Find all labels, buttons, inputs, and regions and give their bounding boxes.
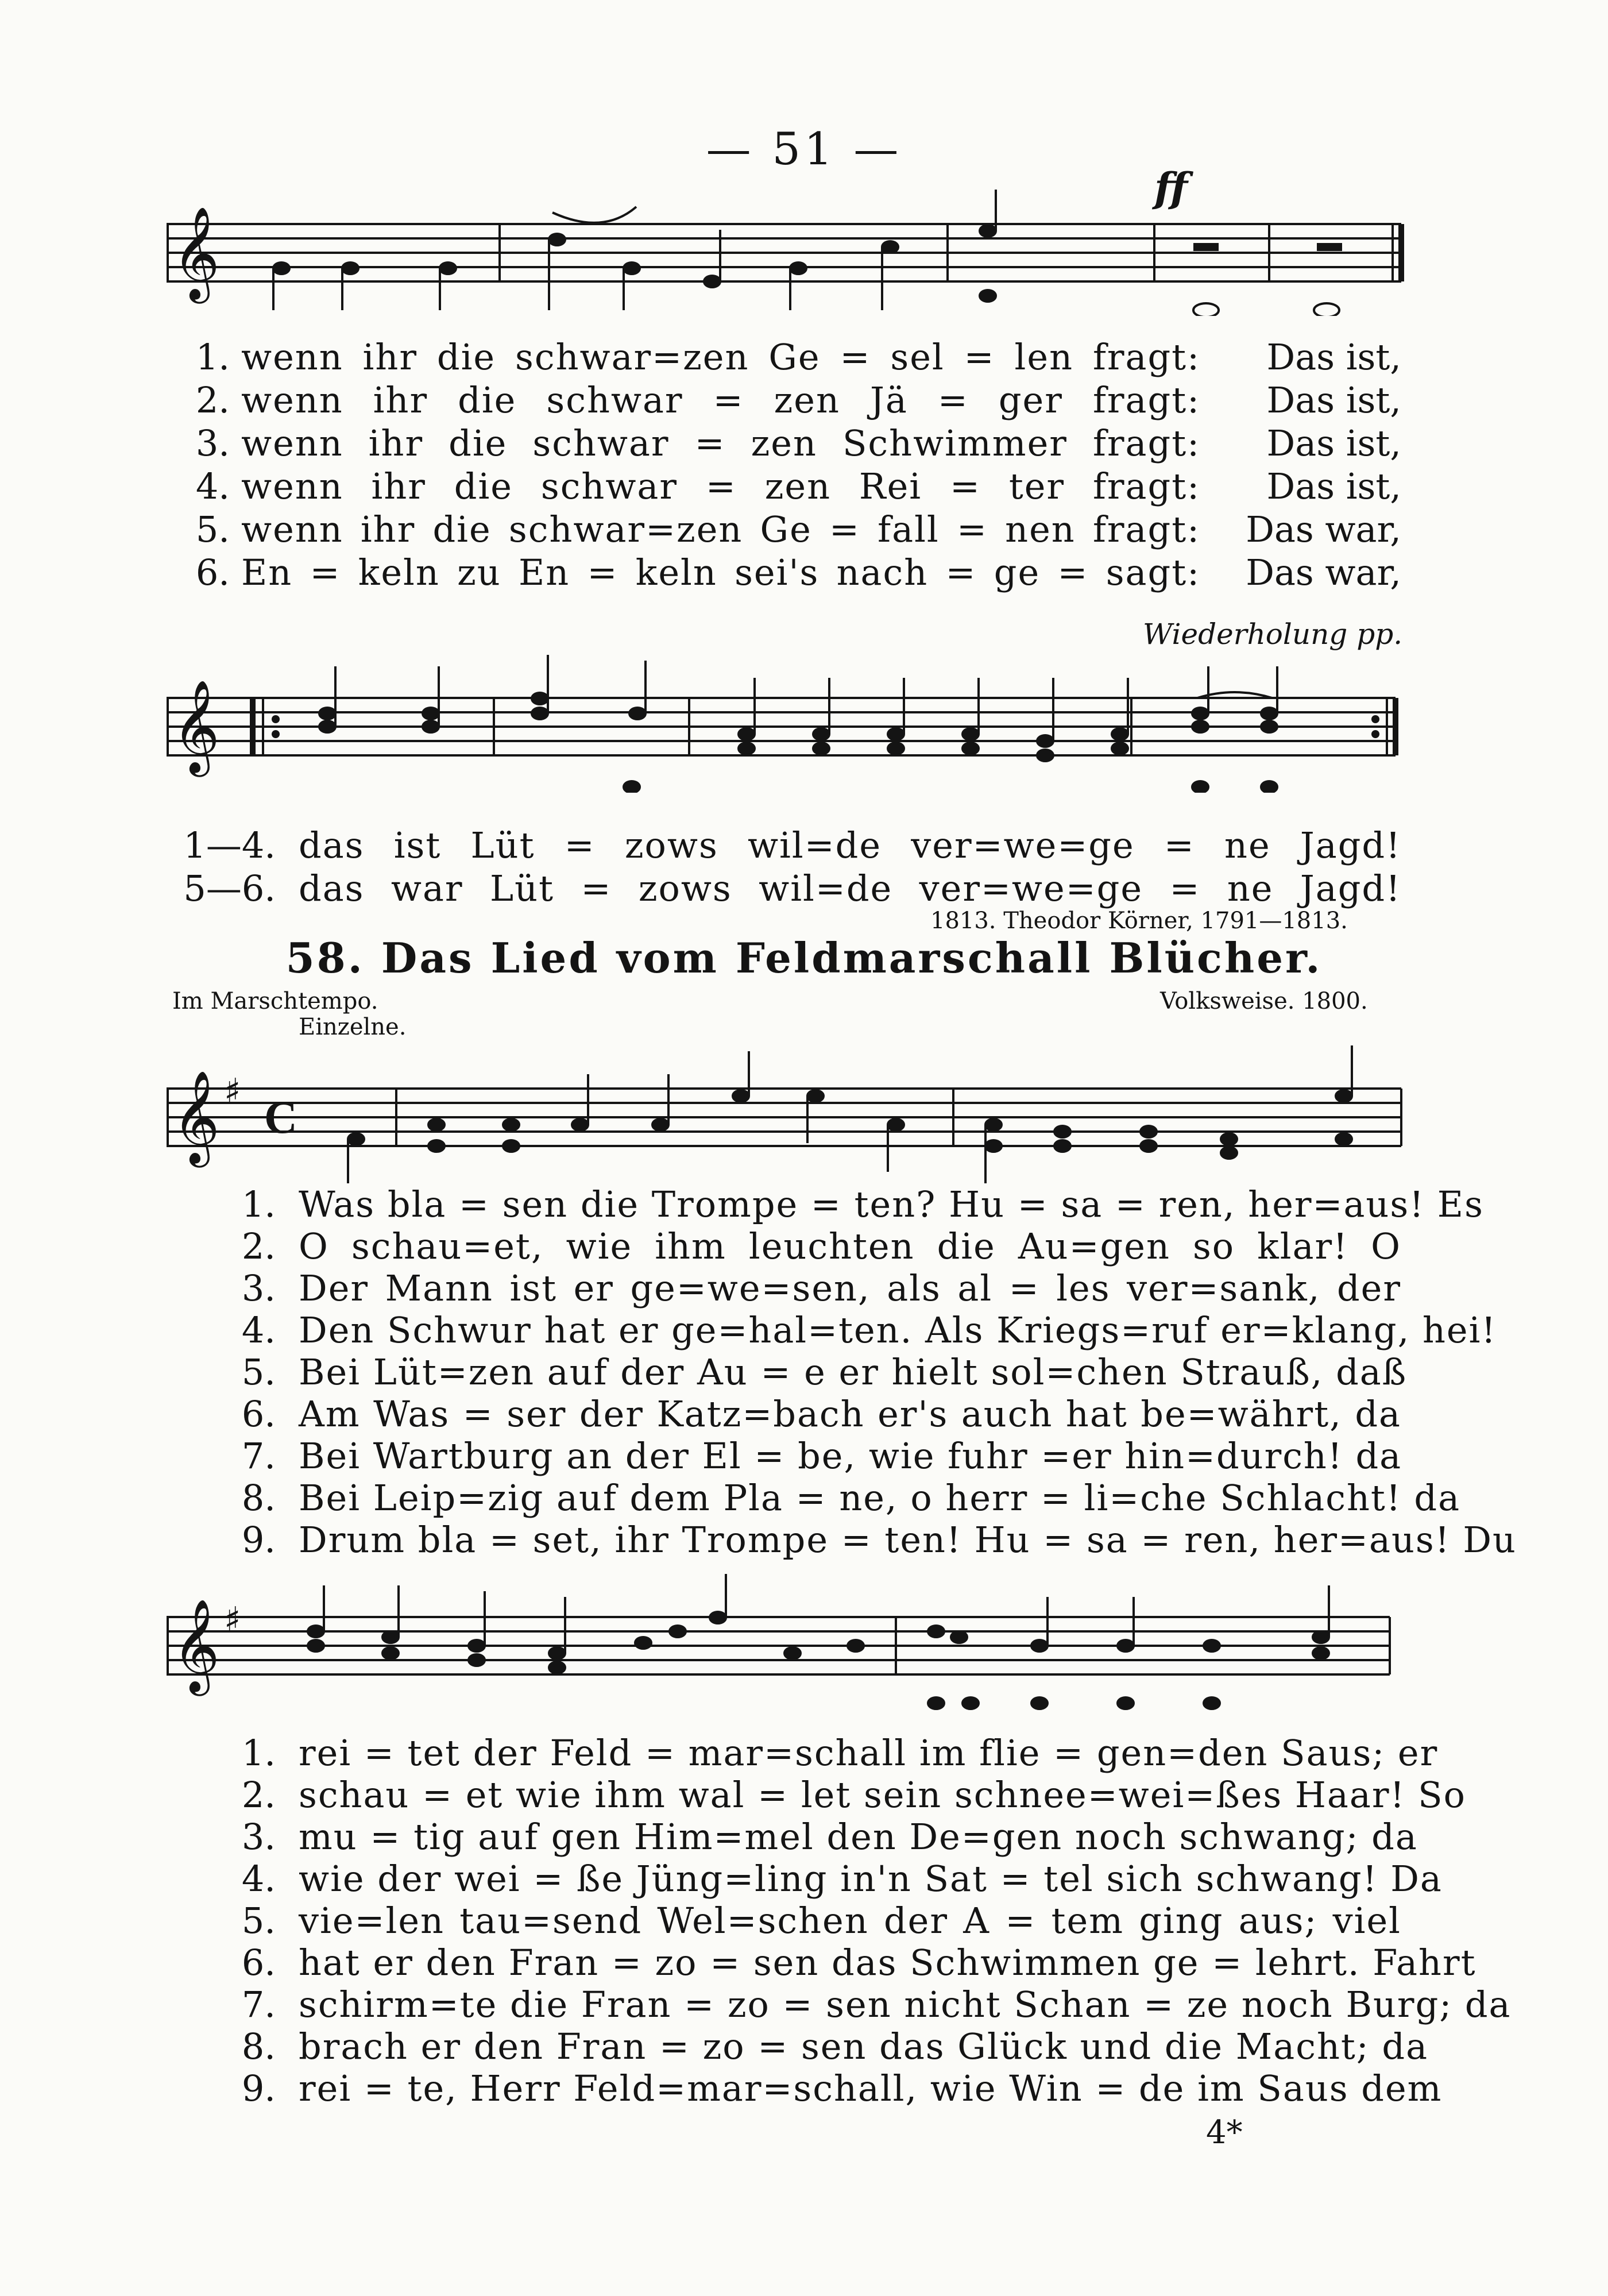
verse-line: 1. rei = tet der Feld = mar=schall im flie = gen=den Saus; er bbox=[241, 1732, 1439, 1774]
refrain-line: 5—6. das war Lüt = zows wil=de ver=we=ge = ne Jagd! bbox=[183, 867, 1401, 909]
verse-line: 1. wenn ihr die schwar=zen Ge = sel = len fragt: Das ist, bbox=[195, 336, 1401, 378]
melody-source: Volksweise. 1800. bbox=[1160, 988, 1368, 1014]
poem-credit: 1813. Theodor Körner, 1791—1813. bbox=[930, 908, 1348, 934]
svg-text:𝄞: 𝄞 bbox=[172, 680, 220, 773]
verse-line: 6. Am Was = ser der Katz=bach er's auch hat be=währt, da bbox=[241, 1393, 1401, 1435]
verse-line: 3. wenn ihr die schwar = zen Schwimmer fragt: Das ist, bbox=[195, 422, 1401, 464]
song-title: 58. Das Lied vom Feldmarschall Blücher. bbox=[285, 933, 1323, 982]
music-staff-3 bbox=[167, 1034, 1413, 1183]
signature-mark: 4* bbox=[1206, 2114, 1243, 2151]
svg-text:𝄞: 𝄞 bbox=[172, 1070, 220, 1164]
repeat-note: Wiederholung pp. bbox=[1143, 618, 1403, 651]
voice-marking: Einzelne. bbox=[299, 1014, 407, 1040]
verse-line: 3. Der Mann ist er ge=we=sen, als al = les ver=sank, der bbox=[241, 1267, 1401, 1309]
svg-text:𝄞: 𝄞 bbox=[172, 206, 220, 300]
page-number: — 51 — bbox=[706, 124, 902, 175]
tempo-marking: Im Marschtempo. bbox=[172, 988, 378, 1014]
music-staff-1 bbox=[167, 172, 1413, 316]
verse-line: 4. Den Schwur hat er ge=hal=ten. Als Kriegs=ruf er=klang, hei! bbox=[241, 1309, 1497, 1351]
verse-line: 9. Drum bla = set, ihr Trompe = ten! Hu = sa = ren, her=aus! Du bbox=[241, 1519, 1517, 1561]
verse-line: 5. Bei Lüt=zen auf der Au = e er hielt sol=chen Strauß, daß bbox=[241, 1351, 1408, 1393]
svg-text:𝄞: 𝄞 bbox=[172, 1599, 220, 1692]
verse-line: 8. Bei Leip=zig auf dem Pla = ne, o herr = li=che Schlacht! da bbox=[241, 1477, 1461, 1519]
dynamic-marking: ff bbox=[1154, 164, 1188, 211]
verse-line: 6. En = keln zu En = keln sei's nach = ge = sagt: Das war, bbox=[195, 551, 1401, 593]
verse-line: 6. hat er den Fran = zo = sen das Schwimmen ge = lehrt. Fahrt bbox=[241, 1942, 1476, 1984]
svg-text:C: C bbox=[264, 1093, 297, 1143]
svg-text:♯: ♯ bbox=[224, 1600, 241, 1640]
verse-line: 4. wenn ihr die schwar = zen Rei = ter fragt: Das ist, bbox=[195, 465, 1401, 507]
music-staff-4 bbox=[167, 1562, 1413, 1718]
verse-line: 7. Bei Wartburg an der El = be, wie fuhr =er hin=durch! da bbox=[241, 1435, 1402, 1477]
verse-line: 3. mu = tig auf gen Him=mel den De=gen noch schwang; da bbox=[241, 1816, 1418, 1858]
verse-line: 2. wenn ihr die schwar = zen Jä = ger fragt: Das ist, bbox=[195, 379, 1401, 421]
verse-line: 7. schirm=te die Fran = zo = sen nicht Schan = ze noch Burg; da bbox=[241, 1984, 1512, 2025]
verse-line: 9. rei = te, Herr Feld=mar=schall, wie Win = de im Saus dem bbox=[241, 2067, 1443, 2109]
verse-line: 2. O schau=et, wie ihm leuchten die Au=gen so klar! O bbox=[241, 1225, 1401, 1267]
refrain-line: 1—4. das ist Lüt = zows wil=de ver=we=ge = ne Jagd! bbox=[183, 824, 1401, 866]
verse-line: 1. Was bla = sen die Trompe = ten? Hu = sa = ren, her=aus! Es bbox=[241, 1183, 1484, 1225]
verse-line: 5. wenn ihr die schwar=zen Ge = fall = nen fragt: Das war, bbox=[195, 508, 1401, 550]
svg-text:♯: ♯ bbox=[224, 1071, 241, 1112]
verse-line: 4. wie der wei = ße Jüng=ling in'n Sat = tel sich schwang! Da bbox=[241, 1858, 1443, 1900]
music-staff-2 bbox=[167, 643, 1413, 793]
verse-line: 5. vie=len tau=send Wel=schen der A = tem ging aus; viel bbox=[241, 1900, 1401, 1942]
verse-line: 8. brach er den Fran = zo = sen das Glück und die Macht; da bbox=[241, 2025, 1429, 2067]
verse-line: 2. schau = et wie ihm wal = let sein schnee=wei=ßes Haar! So bbox=[241, 1774, 1466, 1816]
